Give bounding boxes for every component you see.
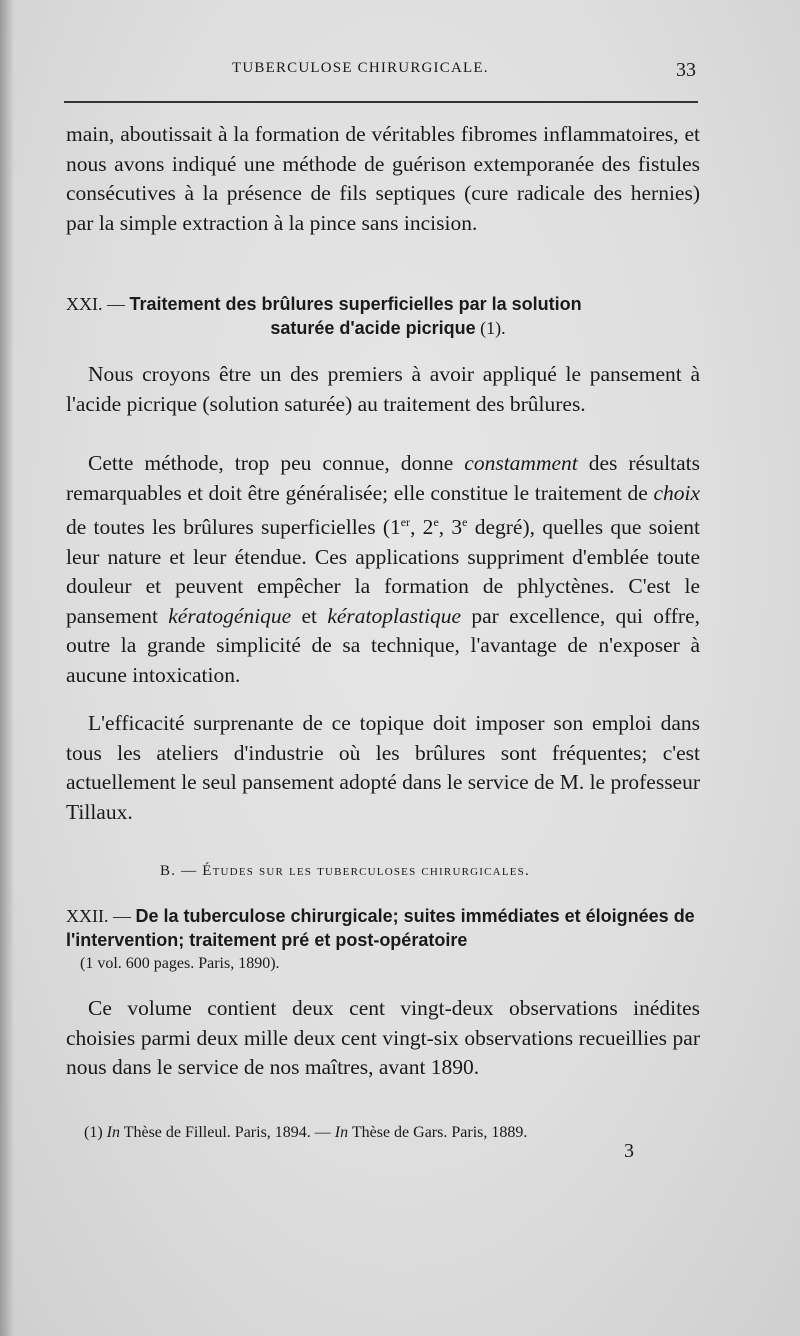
paragraph-2: Nous croyons être un des premiers à avoir appliqué le pansement à l'acide picrique (solution saturée) au traitement des brûlures. [66,362,700,416]
section-xxi-heading [66,292,700,340]
binding-shadow [0,0,14,1336]
section-xxii-meta: (1 vol. 600 pages. Paris, 1890). [80,955,280,972]
paragraph-5: Ce volume contient deux cent vingt-deux observations inédites choisies parmi deux mille deux cent vingt-six observations recueillies par nous dans le service de nos maîtres, avant 1890. [66,996,700,1079]
footnote-ref: (1). [480,318,506,338]
page-number: 33 [676,59,696,81]
section-xxi-title-line1: Traitement des brûlures superficielles par la solution [129,294,582,314]
section-xxi-line2 [66,316,700,340]
paragraph-4: L'efficacité surprenante de ce topique doit imposer son emploi dans tous les ateliers d'industrie où les brûlures sont fréquentes; c'est actuellement le seul pansement adopté dans le service de M. le professeur Tillaux. [66,711,701,824]
paragraph-1: main, aboutissait à la formation de véritables fibromes inflammatoires, et nous avons indiqué une méthode de guérison extemporanée des fistules consécutives à la présence de fils septiques (cure radicale des hernies) par la simple extraction à la pince sans incision. [66,122,700,235]
running-head: TUBERCULOSE CHIRURGICALE. [232,60,489,76]
section-xxii-heading [66,904,700,976]
signature-mark: 3 [624,1140,634,1162]
section-xxii-title: De la tuberculose chirurgicale; suites immédiates et éloignées de l'intervention; traitement pré et post-opératoire [66,906,695,950]
footnote: (1) In Thèse de Filleul. Paris, 1894. — In Thèse de Gars. Paris, 1889. [84,1124,528,1141]
section-xxii-number: XXII. — [66,906,131,926]
section-xxi-number: XXI. — [66,294,125,314]
subsection-b-heading: B. — Études sur les tuberculoses chirurgicales. [160,863,530,879]
header-rule [64,101,698,103]
section-xxi-title-line2: saturée d'acide picrique [270,318,476,338]
paragraph-3: Cette méthode, trop peu connue, donne constamment des résultats remarquables et doit être généralisée; elle constitue le traitement de choix de toutes les brûlures superficielles (1er, 2e, 3e degré), quelles que soient leur nature et leur étendue. Ces applications suppriment d'emblée toute douleur et peuvent empêcher la formation de phlyctènes. C'est le pansement kératogénique et kératoplastique par excellence, qui offre, outre la grande simplicité de sa technique, l'avantage de n'exposer à aucune intoxication. [66,451,701,687]
